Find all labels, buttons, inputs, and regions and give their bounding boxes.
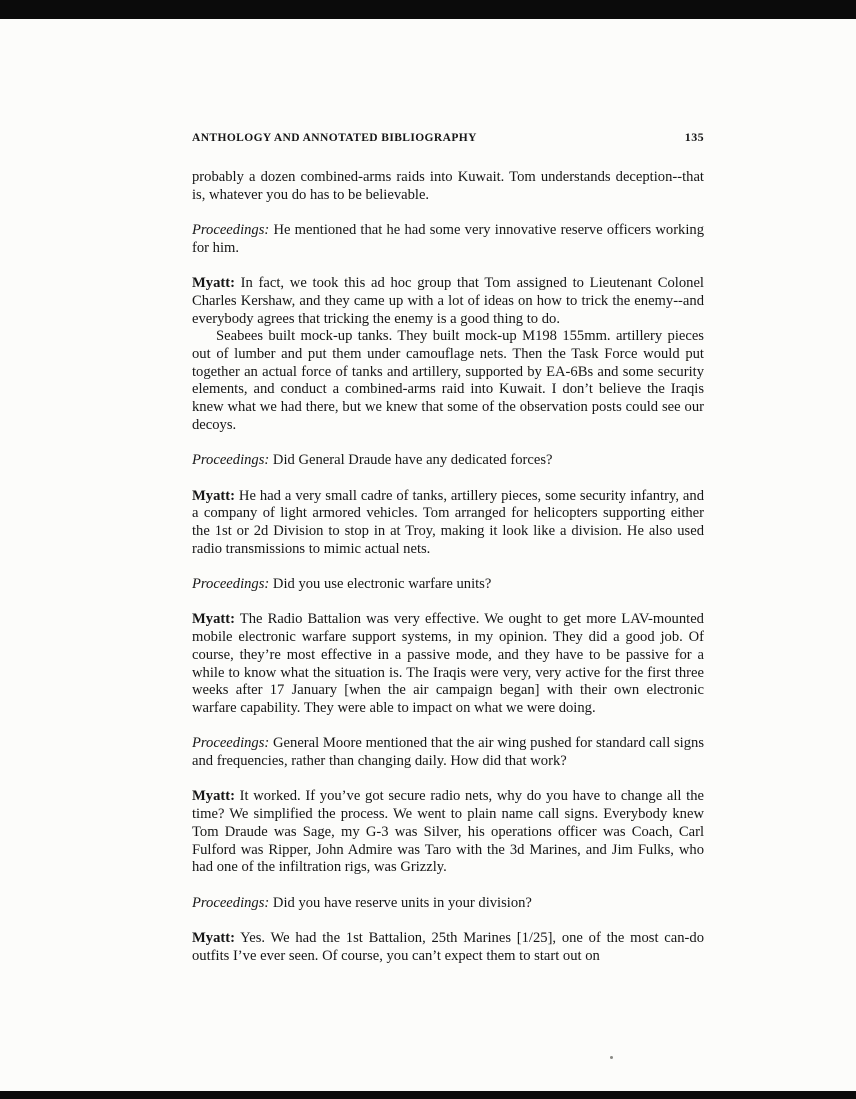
- speaker-label: Myatt:: [192, 611, 235, 628]
- speaker-label: Proceedings:: [192, 452, 270, 469]
- speaker-label: Proceedings:: [192, 894, 270, 911]
- speaker-label: Myatt:: [192, 788, 235, 805]
- page-number: 135: [684, 130, 704, 144]
- paragraph-text: It worked. If you’ve got secure radio nets, why do you have to change all the time? We simplified the process. We went to plain name call signs. Everybody knew Tom Draude was Sage, my G-3 was Silver, his operations officer was Coach, Carl Fulford was Ripper, John Admire was Taro with the 3d Marines, and Jim Fulks, who had one of the infiltration rigs, was Grizzly.: [192, 788, 704, 876]
- speaker-label: Myatt:: [192, 275, 235, 292]
- scan-artifact-bottom-bar: [0, 1091, 856, 1099]
- speaker-label: Proceedings:: [192, 735, 270, 752]
- paragraph: [192, 275, 704, 328]
- paragraph-text: probably a dozen combined-arms raids into Kuwait. Tom understands deception--that is, whatever you do has to be believable.: [192, 169, 704, 203]
- paragraph-text: Did you use electronic warfare units?: [272, 576, 492, 593]
- speaker-label: Myatt:: [192, 487, 235, 504]
- paragraph-text: He had a very small cadre of tanks, artillery pieces, some security infantry, and a company of light armored vehicles. Tom arranged for helicopters supporting either the 1st or 2d Division to stop in at Troy, making it look like a division. He also used radio transmissions to mimic actual nets.: [192, 487, 704, 557]
- paragraph-text: He mentioned that he had some very innovative reserve officers working for him.: [192, 222, 704, 256]
- paragraph-text: General Moore mentioned that the air wing pushed for standard call signs and frequencies, rather than changing daily. How did that work?: [192, 735, 704, 770]
- scan-artifact-top-bar: [0, 0, 856, 19]
- paragraph-text: The Radio Battalion was very effective. We ought to get more LAV-mounted mobile electronic warfare support systems, in my opinion. They did a good job. Of course, they’re most effective in a passive mode, and they have to be passive for a while to know what the situation is. The Iraqis were very, very active for the first three weeks after 17 January [when the air campaign began] with their own electronic warfare capability. They were able to impact on what we were doing.: [192, 611, 704, 716]
- paragraph: [192, 930, 704, 965]
- paragraph: [192, 735, 704, 770]
- paragraph: [192, 222, 704, 257]
- paragraph: [192, 895, 704, 913]
- speaker-label: Proceedings:: [192, 222, 270, 239]
- paragraph-text: Did you have reserve units in your division?: [272, 894, 532, 911]
- paragraph: [192, 788, 704, 877]
- body-text: [192, 169, 704, 965]
- scan-speck: [610, 1056, 613, 1059]
- paragraph: [192, 452, 704, 470]
- paragraph: [192, 169, 704, 204]
- paragraph: [192, 611, 704, 717]
- paragraph: [192, 576, 704, 594]
- page-header: [192, 130, 704, 145]
- document-page: [192, 130, 704, 965]
- speaker-label: Proceedings:: [192, 576, 270, 593]
- paragraph-text: Yes. We had the 1st Battalion, 25th Marines [1/25], one of the most can-do outfits I’ve ever seen. Of course, you can’t expect them to start out on: [192, 930, 705, 964]
- paragraph: [192, 328, 704, 434]
- paragraph: [192, 488, 704, 559]
- paragraph-text: Seabees built mock-up tanks. They built mock-up M198 155mm. artillery pieces out of lumber and put them under camouflage nets. Then the Task Force would put together an actual force of tanks and artillery, supported by EA-6Bs and some security elements, and conduct a combined-arms raid into Kuwait. I don’t believe the Iraqis knew what we had there, but we knew that some of the observation posts could see our decoys.: [192, 328, 704, 433]
- running-title: ANTHOLOGY AND ANNOTATED BIBLIOGRAPHY: [192, 132, 477, 144]
- speaker-label: Myatt:: [192, 930, 235, 947]
- paragraph-text: In fact, we took this ad hoc group that Tom assigned to Lieutenant Colonel Charles Kershaw, and they came up with a lot of ideas on how to trick the enemy--and everybody agrees that tricking the enemy is a good thing to do.: [192, 275, 704, 327]
- paragraph-text: Did General Draude have any dedicated forces?: [272, 452, 553, 469]
